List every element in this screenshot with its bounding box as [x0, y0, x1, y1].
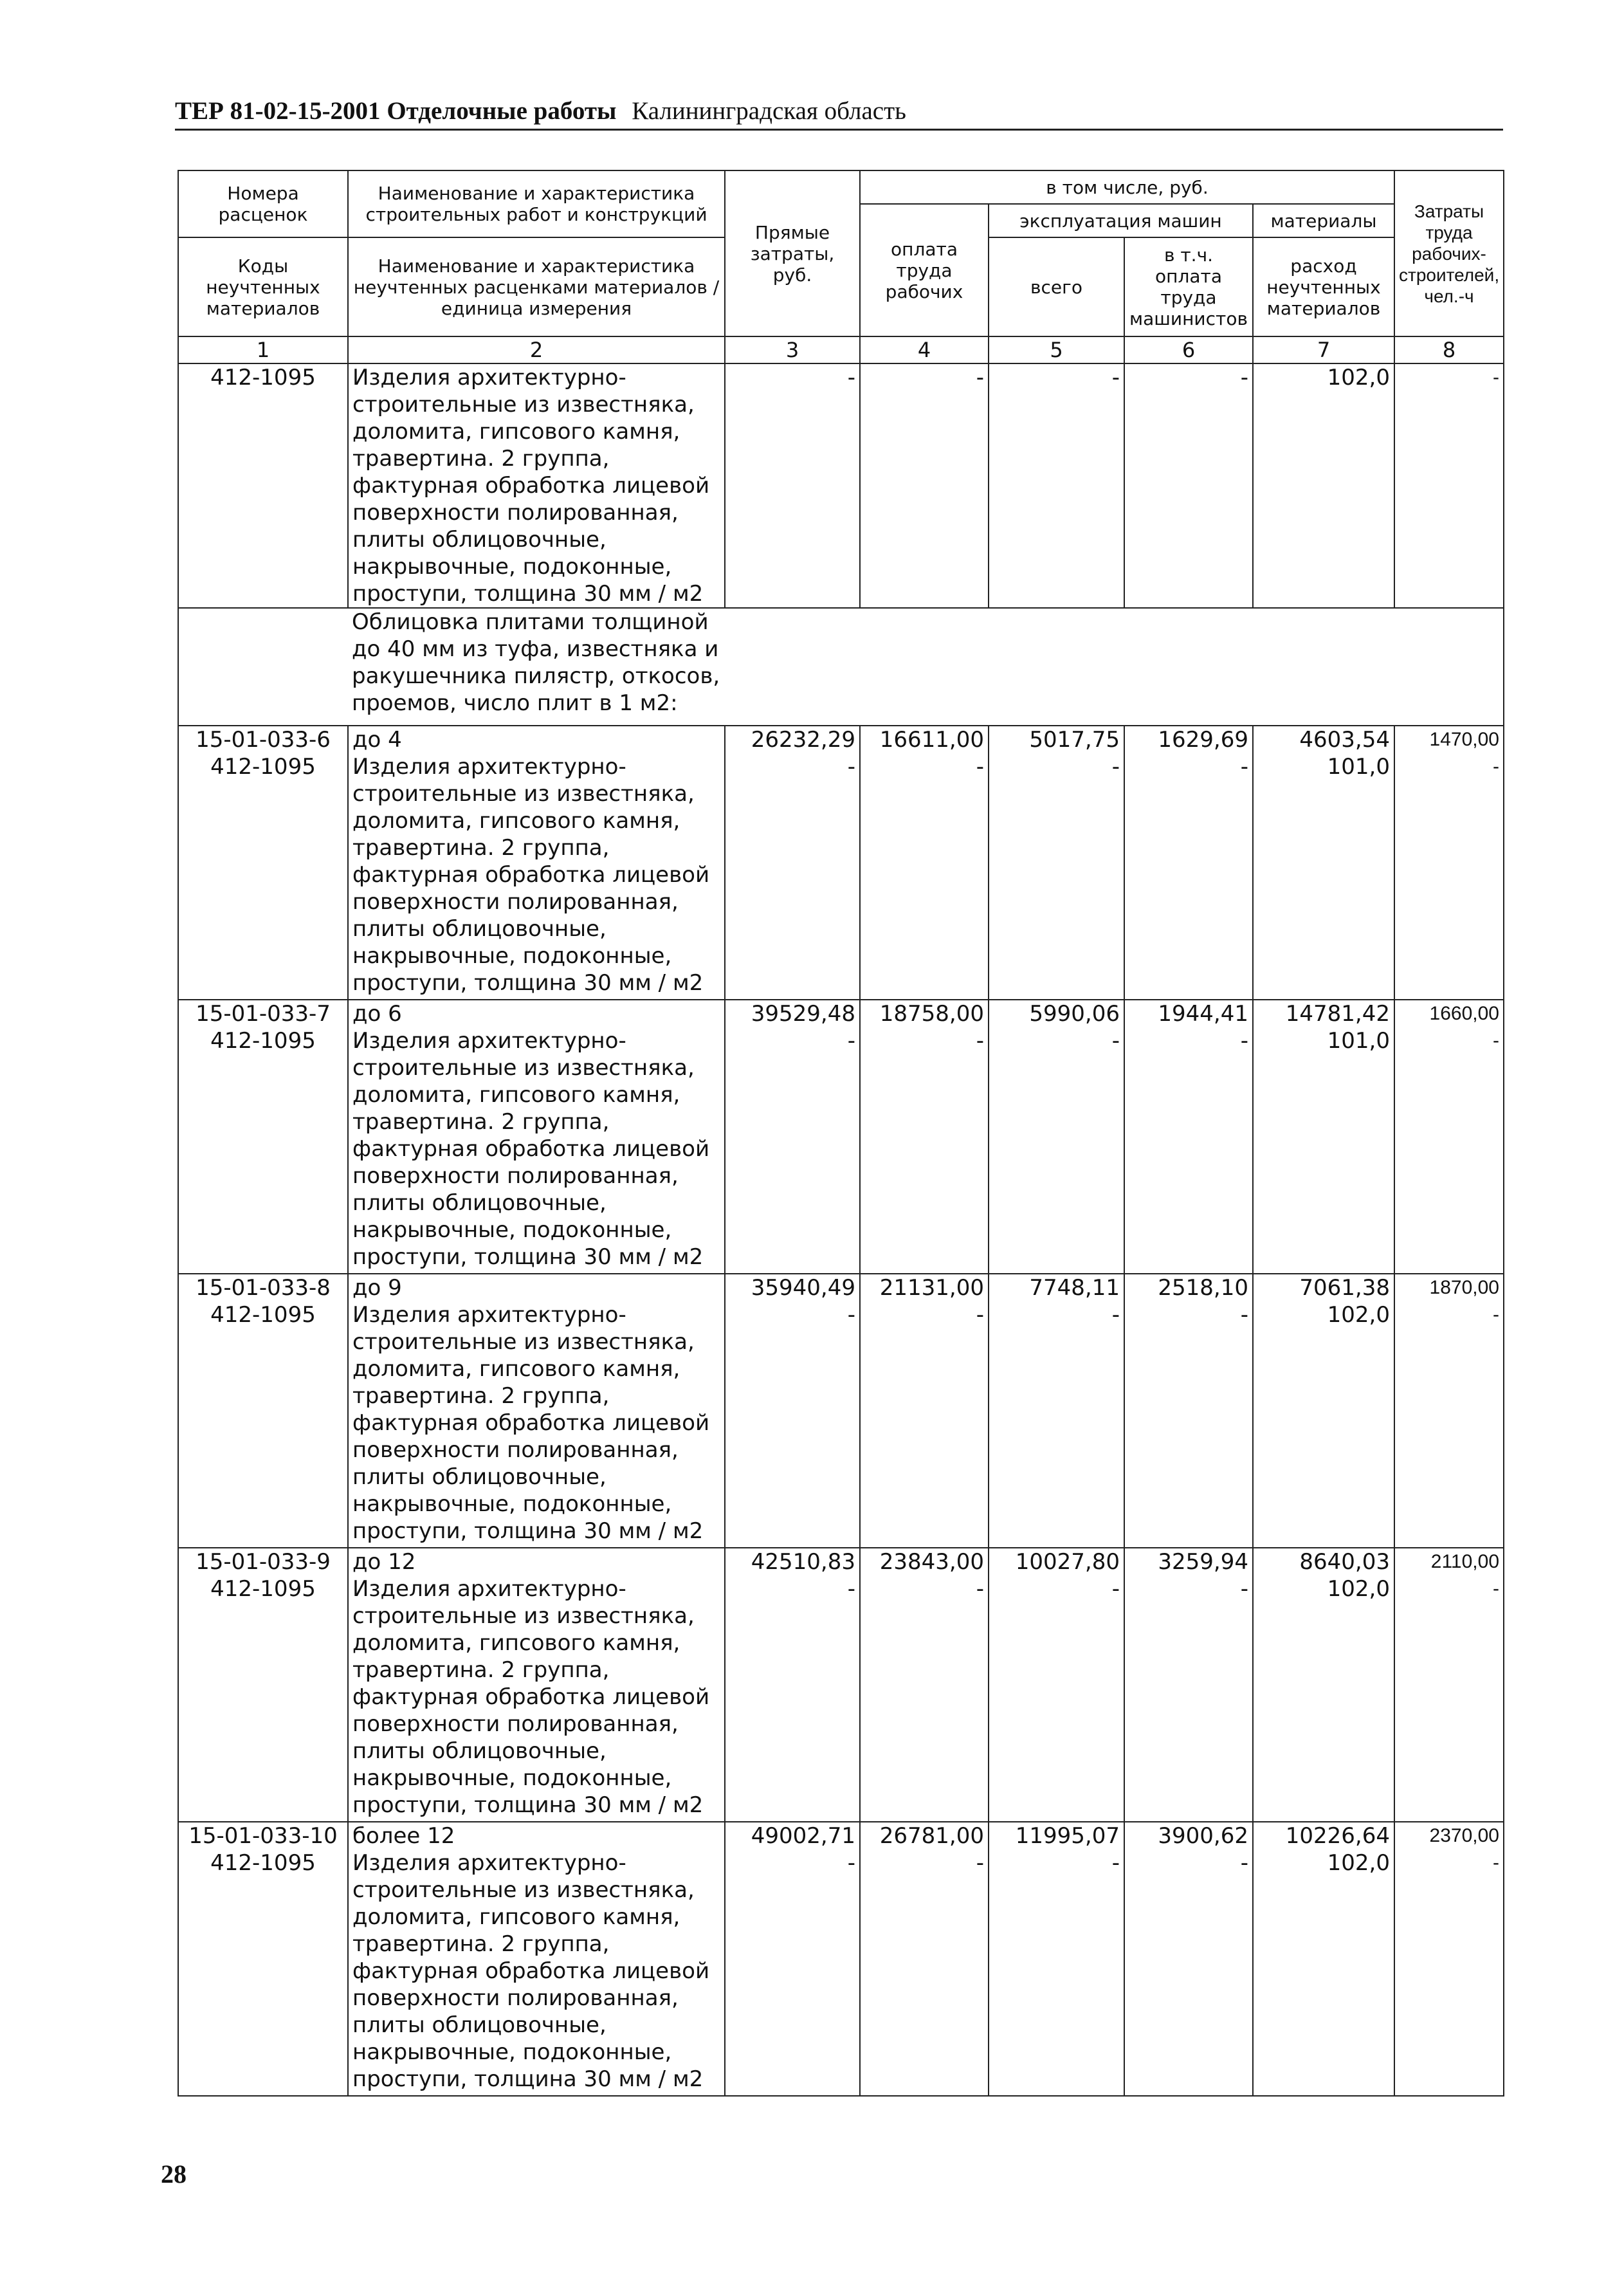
- material-line: травертина. 2 группа,: [352, 1657, 610, 1683]
- material-line: травертина. 2 группа,: [352, 1383, 610, 1409]
- header-material-consumption: расход неучтенных материалов: [1253, 237, 1394, 336]
- worker-pay-cell: [860, 1548, 989, 1822]
- material-line: доломита, гипсового камня,: [352, 419, 680, 445]
- material-value: -: [1111, 754, 1120, 780]
- material-line: поверхности полированная,: [352, 1437, 679, 1463]
- material-line: строительные из известняка,: [352, 781, 695, 807]
- table-header: [178, 170, 1504, 336]
- document-region: Калининградская область: [632, 97, 906, 125]
- group-heading-line: ракушечника пилястр, откосов,: [352, 663, 720, 689]
- material-line: травертина. 2 группа,: [352, 1109, 610, 1135]
- column-number: 3: [725, 336, 860, 363]
- rate-name: до 6: [352, 1001, 402, 1027]
- material-value: -: [847, 1850, 855, 1876]
- rate-value: 26781,00: [879, 1823, 984, 1849]
- header-machines: эксплуатация машин: [989, 204, 1253, 237]
- material-value: -: [847, 1028, 855, 1054]
- material-value: -: [1111, 1850, 1120, 1876]
- material-value: -: [976, 1850, 984, 1876]
- material-line: доломита, гипсового камня,: [352, 808, 680, 834]
- direct-costs-cell: [725, 1000, 860, 1274]
- rate-value: 1470,00: [1429, 729, 1499, 750]
- machinist-pay-cell: [1124, 726, 1253, 1000]
- material-line: строительные из известняка,: [352, 392, 695, 418]
- material-value: -: [1111, 1028, 1120, 1054]
- material-line: Изделия архитектурно-: [352, 754, 626, 780]
- material-row: [178, 363, 1504, 608]
- material-line: плиты облицовочные,: [352, 527, 607, 553]
- labor-costs-cell: [1394, 1274, 1504, 1548]
- header-worker-pay: оплата труда рабочих: [860, 204, 989, 336]
- rate-value: 3259,94: [1158, 1549, 1248, 1575]
- machinist-pay-cell: [1124, 1548, 1253, 1822]
- rate-description-cell: [348, 1274, 725, 1548]
- worker-pay-cell: [860, 726, 989, 1000]
- rate-value: 42510,83: [751, 1549, 855, 1575]
- material-value: 102,0: [1327, 1576, 1390, 1602]
- material-value: -: [1111, 1576, 1120, 1602]
- material-value: -: [1493, 1852, 1499, 1873]
- rate-description-cell: [348, 726, 725, 1000]
- rate-codes-cell: [178, 1274, 348, 1548]
- column-number: 5: [989, 336, 1124, 363]
- group-heading-line: до 40 мм из туфа, известняка и: [352, 636, 719, 662]
- machines-total-cell: [989, 1822, 1124, 2096]
- machines-total-cell: [989, 1274, 1124, 1548]
- material-value: -: [976, 1302, 984, 1328]
- rate-name: до 9: [352, 1275, 402, 1301]
- rate-value: 2110,00: [1430, 1551, 1499, 1572]
- material-line: фактурная обработка лицевой: [352, 473, 710, 499]
- document-code: ТЕР 81-02-15-2001: [175, 97, 381, 125]
- material-consumption-cell: [1253, 726, 1394, 1000]
- header-materials: материалы: [1253, 204, 1394, 237]
- material-value: -: [976, 754, 984, 780]
- rate-value: 1660,00: [1429, 1003, 1499, 1024]
- rate-value: 11995,07: [1015, 1823, 1120, 1849]
- direct-costs-cell: -: [725, 363, 860, 608]
- rate-value: 1629,69: [1158, 727, 1248, 753]
- material-line: фактурная обработка лицевой: [352, 862, 710, 888]
- rate-value: 26232,29: [751, 727, 855, 753]
- material-line: Изделия архитектурно-: [352, 365, 626, 390]
- material-consumption-cell: [1253, 1000, 1394, 1274]
- material-line: накрывочные, подоконные,: [352, 2039, 672, 2065]
- header-direct-costs: Прямые затраты, руб.: [725, 170, 860, 336]
- direct-costs-cell: [725, 1548, 860, 1822]
- material-line: проступи, толщина 30 мм / м2: [352, 970, 704, 996]
- rate-name: до 12: [352, 1549, 416, 1575]
- rate-code: 15-01-033-10: [188, 1823, 338, 1849]
- rate-value: 5017,75: [1029, 727, 1120, 753]
- material-line: плиты облицовочные,: [352, 2012, 607, 2038]
- material-line: доломита, гипсового камня,: [352, 1630, 680, 1656]
- rate-code: 15-01-033-8: [196, 1275, 331, 1301]
- material-line: проступи, толщина 30 мм / м2: [352, 1244, 704, 1270]
- material-line: Изделия архитектурно-: [352, 1850, 626, 1876]
- material-line: поверхности полированная,: [352, 1711, 679, 1737]
- rate-value: 39529,48: [751, 1001, 855, 1027]
- labor-costs-cell: [1394, 1548, 1504, 1822]
- material-line: накрывочные, подоконные,: [352, 554, 672, 580]
- header-machines-total: всего: [989, 237, 1124, 336]
- header-codes: Номера расценок: [178, 170, 348, 237]
- price-table: [178, 170, 1504, 2097]
- machines-total-cell: [989, 1548, 1124, 1822]
- material-value: -: [1493, 1030, 1499, 1051]
- column-number: 4: [860, 336, 989, 363]
- machinist-pay-cell: [1124, 1822, 1253, 2096]
- rate-value: 2370,00: [1429, 1825, 1499, 1846]
- material-code: 412-1095: [210, 754, 316, 780]
- material-line: Изделия архитектурно-: [352, 1302, 626, 1328]
- material-line: накрывочные, подоконные,: [352, 1491, 672, 1517]
- material-line: накрывочные, подоконные,: [352, 943, 672, 969]
- rate-value: 7061,38: [1299, 1275, 1390, 1301]
- header-labor-costs: Затраты труда рабочих-строителей, чел.-ч: [1394, 170, 1504, 336]
- column-number: 8: [1394, 336, 1504, 363]
- rate-value: 2518,10: [1158, 1275, 1248, 1301]
- rate-name: до 4: [352, 727, 402, 753]
- rate-row: [178, 1822, 1504, 2096]
- rate-description-cell: [348, 1548, 725, 1822]
- material-line: поверхности полированная,: [352, 1985, 679, 2011]
- material-line: фактурная обработка лицевой: [352, 1136, 710, 1162]
- material-line: плиты облицовочные,: [352, 916, 607, 942]
- header-material-name: Наименование и характеристика неучтенных расценками материалов / единица измерения: [348, 237, 725, 336]
- material-code: 412-1095: [210, 1028, 316, 1054]
- rate-row: [178, 1548, 1504, 1822]
- material-value: -: [976, 1028, 984, 1054]
- running-header: [175, 96, 1503, 131]
- worker-pay-cell: [860, 1274, 989, 1548]
- rate-description-cell: [348, 1000, 725, 1274]
- material-line: проступи, толщина 30 мм / м2: [352, 581, 704, 607]
- labor-costs-cell: [1394, 726, 1504, 1000]
- material-line: строительные из известняка,: [352, 1055, 695, 1081]
- machines-total-cell: -: [989, 363, 1124, 608]
- document-title: Отделочные работы: [387, 97, 617, 125]
- rate-code: 15-01-033-6: [196, 727, 331, 753]
- group-heading-line: Облицовка плитами толщиной: [352, 609, 709, 635]
- material-value: 101,0: [1327, 754, 1390, 780]
- column-number: 1: [178, 336, 348, 363]
- rate-code: 15-01-033-7: [196, 1001, 331, 1027]
- material-line: Изделия архитектурно-: [352, 1576, 626, 1602]
- table-body: [178, 336, 1504, 2096]
- material-line: проступи, толщина 30 мм / м2: [352, 2066, 704, 2092]
- rate-value: 3900,62: [1158, 1823, 1248, 1849]
- material-value: -: [1240, 1576, 1248, 1602]
- group-heading-row: [178, 608, 1504, 726]
- rate-codes-cell: [178, 726, 348, 1000]
- material-consumption-cell: [1253, 1274, 1394, 1548]
- material-line: строительные из известняка,: [352, 1329, 695, 1355]
- material-code: 412-1095: [178, 363, 348, 608]
- material-line: плиты облицовочные,: [352, 1190, 607, 1216]
- direct-costs-cell: [725, 726, 860, 1000]
- rate-value: 35940,49: [751, 1275, 855, 1301]
- material-line: Изделия архитектурно-: [352, 1028, 626, 1054]
- rate-codes-cell: [178, 1548, 348, 1822]
- direct-costs-cell: [725, 1274, 860, 1548]
- material-description: [348, 363, 725, 608]
- material-value: -: [1493, 756, 1499, 777]
- material-value: -: [847, 1576, 855, 1602]
- rate-value: 10226,64: [1285, 1823, 1390, 1849]
- material-consumption-cell: 102,0: [1253, 363, 1394, 608]
- machinist-pay-cell: [1124, 1274, 1253, 1548]
- material-line: фактурная обработка лицевой: [352, 1410, 710, 1436]
- material-line: доломита, гипсового камня,: [352, 1904, 680, 1930]
- material-line: поверхности полированная,: [352, 500, 679, 526]
- rate-value: 1870,00: [1429, 1277, 1499, 1298]
- material-value: -: [1240, 1028, 1248, 1054]
- material-code: 412-1095: [210, 1850, 316, 1876]
- rate-value: 10027,80: [1015, 1549, 1120, 1575]
- rate-codes-cell: [178, 1822, 348, 2096]
- rate-code: 15-01-033-9: [196, 1549, 331, 1575]
- material-line: травертина. 2 группа,: [352, 446, 610, 472]
- column-number: 2: [348, 336, 725, 363]
- material-line: травертина. 2 группа,: [352, 1931, 610, 1957]
- material-value: -: [1240, 754, 1248, 780]
- rate-row: [178, 1274, 1504, 1548]
- worker-pay-cell: -: [860, 363, 989, 608]
- material-line: доломита, гипсового камня,: [352, 1356, 680, 1382]
- material-value: -: [1111, 1302, 1120, 1328]
- material-value: 102,0: [1327, 1850, 1390, 1876]
- machines-total-cell: [989, 1000, 1124, 1274]
- group-heading-line: проемов, число плит в 1 м2:: [352, 690, 678, 716]
- header-work-name: Наименование и характеристика строительных работ и конструкций: [348, 170, 725, 237]
- material-line: фактурная обработка лицевой: [352, 1684, 710, 1710]
- material-value: -: [847, 754, 855, 780]
- rate-value: 18758,00: [879, 1001, 984, 1027]
- material-value: 101,0: [1327, 1028, 1390, 1054]
- rate-value: 23843,00: [879, 1549, 984, 1575]
- material-line: плиты облицовочные,: [352, 1464, 607, 1490]
- material-consumption-cell: [1253, 1822, 1394, 2096]
- material-line: поверхности полированная,: [352, 889, 679, 915]
- material-code: 412-1095: [210, 1302, 316, 1328]
- group-heading: [348, 608, 1504, 726]
- rate-value: 7748,11: [1029, 1275, 1120, 1301]
- machinist-pay-cell: [1124, 1000, 1253, 1274]
- material-value: -: [1240, 1850, 1248, 1876]
- material-value: -: [1493, 1304, 1499, 1325]
- material-line: проступи, толщина 30 мм / м2: [352, 1792, 704, 1818]
- rate-value: 1944,41: [1158, 1001, 1248, 1027]
- material-line: фактурная обработка лицевой: [352, 1958, 710, 1984]
- worker-pay-cell: [860, 1000, 989, 1274]
- material-line: поверхности полированная,: [352, 1163, 679, 1189]
- header-machinist-pay: в т.ч. оплата труда машинистов: [1124, 237, 1253, 336]
- rate-value: 8640,03: [1299, 1549, 1390, 1575]
- worker-pay-cell: [860, 1822, 989, 2096]
- rate-value: 49002,71: [751, 1823, 855, 1849]
- rate-value: 4603,54: [1299, 727, 1390, 753]
- material-value: -: [1240, 1302, 1248, 1328]
- rate-row: [178, 1000, 1504, 1274]
- material-code: 412-1095: [210, 1576, 316, 1602]
- machinist-pay-cell: -: [1124, 363, 1253, 608]
- rate-value: 16611,00: [879, 727, 984, 753]
- material-line: травертина. 2 группа,: [352, 835, 610, 861]
- labor-costs-cell: [1394, 1822, 1504, 2096]
- rate-value: 14781,42: [1285, 1001, 1390, 1027]
- group-heading-spacer: [178, 608, 348, 726]
- material-value: -: [1493, 1578, 1499, 1599]
- material-line: проступи, толщина 30 мм / м2: [352, 1518, 704, 1544]
- rate-name: более 12: [352, 1823, 455, 1849]
- material-consumption-cell: [1253, 1548, 1394, 1822]
- machines-total-cell: [989, 726, 1124, 1000]
- labor-costs-cell: [1394, 1000, 1504, 1274]
- header-material-codes: Коды неучтенных материалов: [178, 237, 348, 336]
- rate-value: 21131,00: [879, 1275, 984, 1301]
- page-number: 28: [161, 2160, 187, 2189]
- material-line: плиты облицовочные,: [352, 1738, 607, 1764]
- material-line: накрывочные, подоконные,: [352, 1765, 672, 1791]
- material-line: строительные из известняка,: [352, 1877, 695, 1903]
- column-number: 6: [1124, 336, 1253, 363]
- direct-costs-cell: [725, 1822, 860, 2096]
- material-value: -: [847, 1302, 855, 1328]
- column-numbers-row: [178, 336, 1504, 363]
- labor-costs-cell: -: [1394, 363, 1504, 608]
- column-number: 7: [1253, 336, 1394, 363]
- material-value: 102,0: [1327, 1302, 1390, 1328]
- rate-value: 5990,06: [1029, 1001, 1120, 1027]
- rate-row: [178, 726, 1504, 1000]
- material-line: доломита, гипсового камня,: [352, 1082, 680, 1108]
- header-including: в том числе, руб.: [860, 170, 1394, 204]
- material-line: строительные из известняка,: [352, 1603, 695, 1629]
- material-value: -: [976, 1576, 984, 1602]
- rate-description-cell: [348, 1822, 725, 2096]
- material-line: накрывочные, подоконные,: [352, 1217, 672, 1243]
- rate-codes-cell: [178, 1000, 348, 1274]
